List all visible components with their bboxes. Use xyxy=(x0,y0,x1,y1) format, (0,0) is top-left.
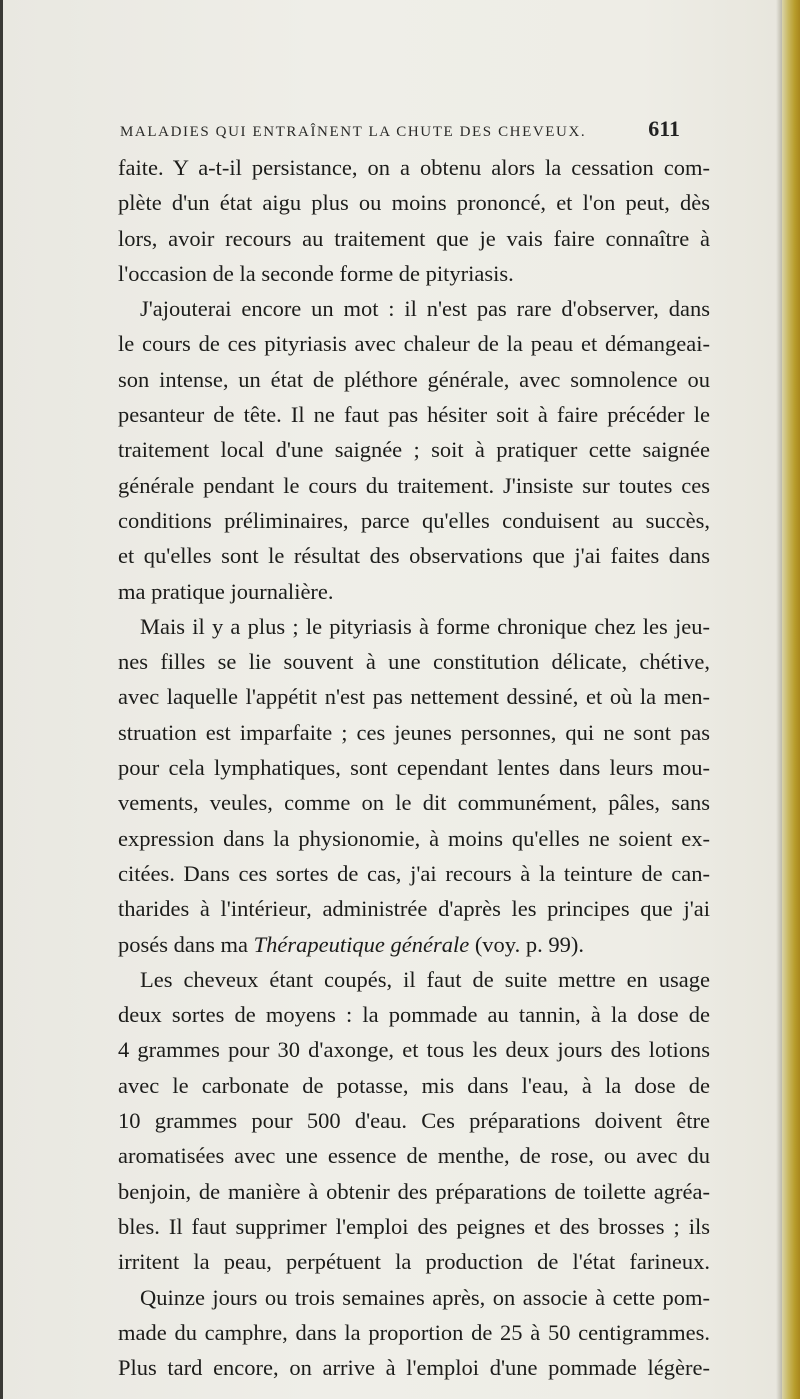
text-line: tharides à l'intérieur, administrée d'après les principes que j'ai xyxy=(118,896,710,922)
text-line: made du camphre, dans la proportion de 25 à 50 centigrammes. xyxy=(118,1319,710,1345)
text-line: bles. Il faut supprimer l'emploi des peignes et des brosses ; ils xyxy=(118,1213,710,1239)
text-line: expression dans la physionomie, à moins qu'elles ne soient ex- xyxy=(118,825,710,851)
page-header xyxy=(120,116,680,142)
text-line: et qu'elles sont le résultat des observations que j'ai faites dans xyxy=(118,543,710,569)
running-head: MALADIES QUI ENTRAÎNENT LA CHUTE DES CHEVEUX. xyxy=(120,124,587,140)
text-line: Quinze jours ou trois semaines après, on associe à cette pom- xyxy=(140,1284,710,1310)
book-title: Thérapeutique générale xyxy=(253,931,470,957)
page-left-edge xyxy=(0,0,3,1399)
text-line: lors, avoir recours au traitement que je vais faire connaître à xyxy=(118,225,710,251)
text-line: vements, veules, comme on le dit communément, pâles, sans xyxy=(118,790,710,816)
text-line: pesanteur de tête. Il ne faut pas hésiter soit à faire précéder le xyxy=(118,402,710,428)
text-line: avec le carbonate de potasse, mis dans l'eau, à la dose de xyxy=(118,1072,710,1098)
text-block-2 xyxy=(118,962,710,1386)
text-line: conditions préliminaires, parce qu'elles conduisent au succès, xyxy=(118,507,710,533)
text-line: le cours de ces pityriasis avec chaleur de la peau et démangeai- xyxy=(118,331,710,357)
text-line-italic-reference xyxy=(118,927,710,962)
text-block-1 xyxy=(118,150,710,927)
text-segment: posés dans ma xyxy=(118,931,254,957)
text-line: traitement local d'une saignée ; soit à pratiquer cette saignée xyxy=(118,437,710,463)
page-right-edge xyxy=(782,0,800,1399)
text-line: l'occasion de la seconde forme de pityriasis. xyxy=(118,260,514,286)
text-line: irritent la peau, perpétuent la production de l'état farineux. xyxy=(118,1249,710,1275)
text-line: son intense, un état de pléthore générale, avec somnolence ou xyxy=(118,366,710,392)
text-line: 10 grammes pour 500 d'eau. Ces préparations doivent être xyxy=(118,1108,710,1134)
text-line: 4 grammes pour 30 d'axonge, et tous les deux jours des lotions xyxy=(118,1037,710,1063)
text-line: faite. Y a-t-il persistance, on a obtenu alors la cessation com- xyxy=(118,155,710,180)
text-line: ma pratique journalière. xyxy=(118,578,334,604)
text-line: Mais il y a plus ; le pityriasis à forme chronique chez les jeu- xyxy=(140,613,710,639)
text-line: citées. Dans ces sortes de cas, j'ai recours à la teinture de can- xyxy=(118,860,710,886)
text-line: nes filles se lie souvent à une constitution délicate, chétive, xyxy=(118,649,710,675)
body-text xyxy=(118,150,710,1385)
text-segment: (voy. p. 99). xyxy=(469,931,584,957)
text-line: Plus tard encore, on arrive à l'emploi d'une pommade légère- xyxy=(118,1355,710,1381)
text-line: avec laquelle l'appétit n'est pas nettement dessiné, et où la men- xyxy=(118,684,710,710)
text-line: benjoin, de manière à obtenir des préparations de toilette agréa- xyxy=(118,1178,710,1204)
text-line: générale pendant le cours du traitement. J'insiste sur toutes ces xyxy=(118,472,710,498)
text-line: aromatisées avec une essence de menthe, de rose, ou avec du xyxy=(118,1143,710,1169)
text-line: struation est imparfaite ; ces jeunes personnes, qui ne sont pas xyxy=(118,719,710,745)
text-line: pour cela lymphatiques, sont cependant lentes dans leurs mou- xyxy=(118,755,710,781)
text-line: Les cheveux étant coupés, il faut de suite mettre en usage xyxy=(140,966,710,992)
text-line: deux sortes de moyens : la pommade au tannin, à la dose de xyxy=(118,1002,710,1028)
page-number: 611 xyxy=(648,116,680,141)
text-line: plète d'un état aigu plus ou moins prononcé, et l'on peut, dès xyxy=(118,190,710,216)
text-line: J'ajouterai encore un mot : il n'est pas rare d'observer, dans xyxy=(140,296,710,322)
